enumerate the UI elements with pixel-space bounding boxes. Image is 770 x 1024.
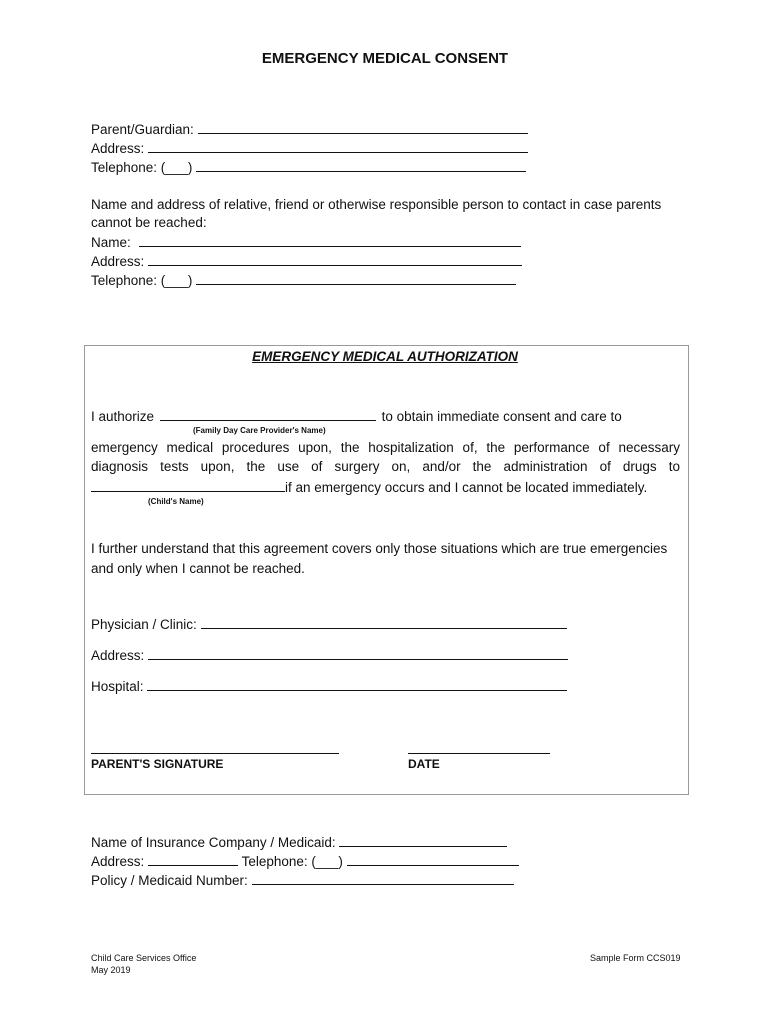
provider-name-caption: (Family Day Care Provider's Name): [193, 426, 326, 435]
contact-name-label: Name:: [91, 235, 131, 250]
footer-form-id: Sample Form CCS019: [590, 953, 681, 963]
parent-address-field[interactable]: [148, 140, 528, 153]
parent-address-label: Address:: [91, 141, 145, 156]
insurance-address-label: Address:: [91, 854, 145, 869]
provider-name-field[interactable]: [160, 408, 376, 421]
procedures-line: emergency medical procedures upon, the hospitalization of, the performance of necessary: [91, 440, 680, 455]
parent-address-row: [91, 140, 528, 157]
child-name-row: [91, 479, 647, 496]
parent-guardian-field[interactable]: [198, 121, 528, 134]
to-obtain-text: to obtain immediate consent and care to: [381, 409, 622, 424]
insurance-telephone-field[interactable]: [347, 853, 519, 866]
contact-address-field[interactable]: [148, 253, 522, 266]
insurance-company-label: Name of Insurance Company / Medicaid:: [91, 835, 336, 850]
parent-telephone-label: Telephone: (___): [91, 160, 193, 175]
contact-telephone-row: [91, 272, 516, 289]
i-authorize-text: I authorize: [91, 409, 155, 424]
hospital-row: [91, 678, 567, 695]
contact-intro-line-2: cannot be reached:: [91, 215, 207, 230]
child-name-caption: (Child's Name): [148, 497, 204, 506]
page-title: EMERGENCY MEDICAL CONSENT: [261, 50, 509, 67]
policy-number-field[interactable]: [252, 872, 514, 885]
auth-address-row: [91, 647, 568, 664]
date-label: DATE: [408, 757, 440, 771]
further-line-1: I further understand that this agreement covers only those situations which are true emergencies: [91, 541, 668, 556]
policy-number-label: Policy / Medicaid Number:: [91, 873, 248, 888]
diagnosis-line: diagnosis tests upon, the use of surgery on, and/or the administration of drugs to: [91, 459, 680, 474]
footer-date: May 2019: [91, 965, 131, 975]
child-name-field[interactable]: [91, 479, 285, 492]
contact-telephone-label: Telephone: (___): [91, 273, 193, 288]
contact-address-row: [91, 253, 522, 270]
contact-intro-line-1: Name and address of relative, friend or otherwise responsible person to contact in case parents: [91, 197, 662, 212]
physician-field[interactable]: [201, 616, 567, 629]
insurance-company-field[interactable]: [339, 834, 507, 847]
contact-address-label: Address:: [91, 254, 145, 269]
parent-signature-field[interactable]: [91, 752, 339, 754]
if-emergency-text: if an emergency occurs and I cannot be located immediately.: [285, 480, 648, 495]
contact-name-row: [91, 234, 521, 251]
physician-label: Physician / Clinic:: [91, 617, 197, 632]
parent-signature-label: PARENT'S SIGNATURE: [91, 757, 224, 771]
date-field[interactable]: [408, 752, 550, 754]
hospital-field[interactable]: [147, 678, 567, 691]
contact-name-field[interactable]: [139, 234, 521, 247]
footer-office: Child Care Services Office: [91, 953, 197, 963]
insurance-telephone-label: Telephone: (___): [241, 854, 343, 869]
policy-number-row: [91, 872, 514, 889]
hospital-label: Hospital:: [91, 679, 144, 694]
insurance-address-row: [91, 853, 519, 870]
authorize-row: [91, 408, 622, 425]
parent-guardian-label: Parent/Guardian:: [91, 122, 194, 137]
parent-guardian-row: [91, 121, 528, 138]
physician-row: [91, 616, 567, 633]
parent-telephone-row: [91, 159, 526, 176]
authorization-title: EMERGENCY MEDICAL AUTHORIZATION: [252, 349, 518, 364]
auth-address-label: Address:: [91, 648, 145, 663]
insurance-company-row: [91, 834, 507, 851]
contact-telephone-field[interactable]: [196, 272, 516, 285]
parent-telephone-field[interactable]: [196, 159, 526, 172]
auth-address-field[interactable]: [148, 647, 568, 660]
further-line-2: and only when I cannot be reached.: [91, 561, 305, 576]
insurance-address-field[interactable]: [148, 853, 238, 866]
